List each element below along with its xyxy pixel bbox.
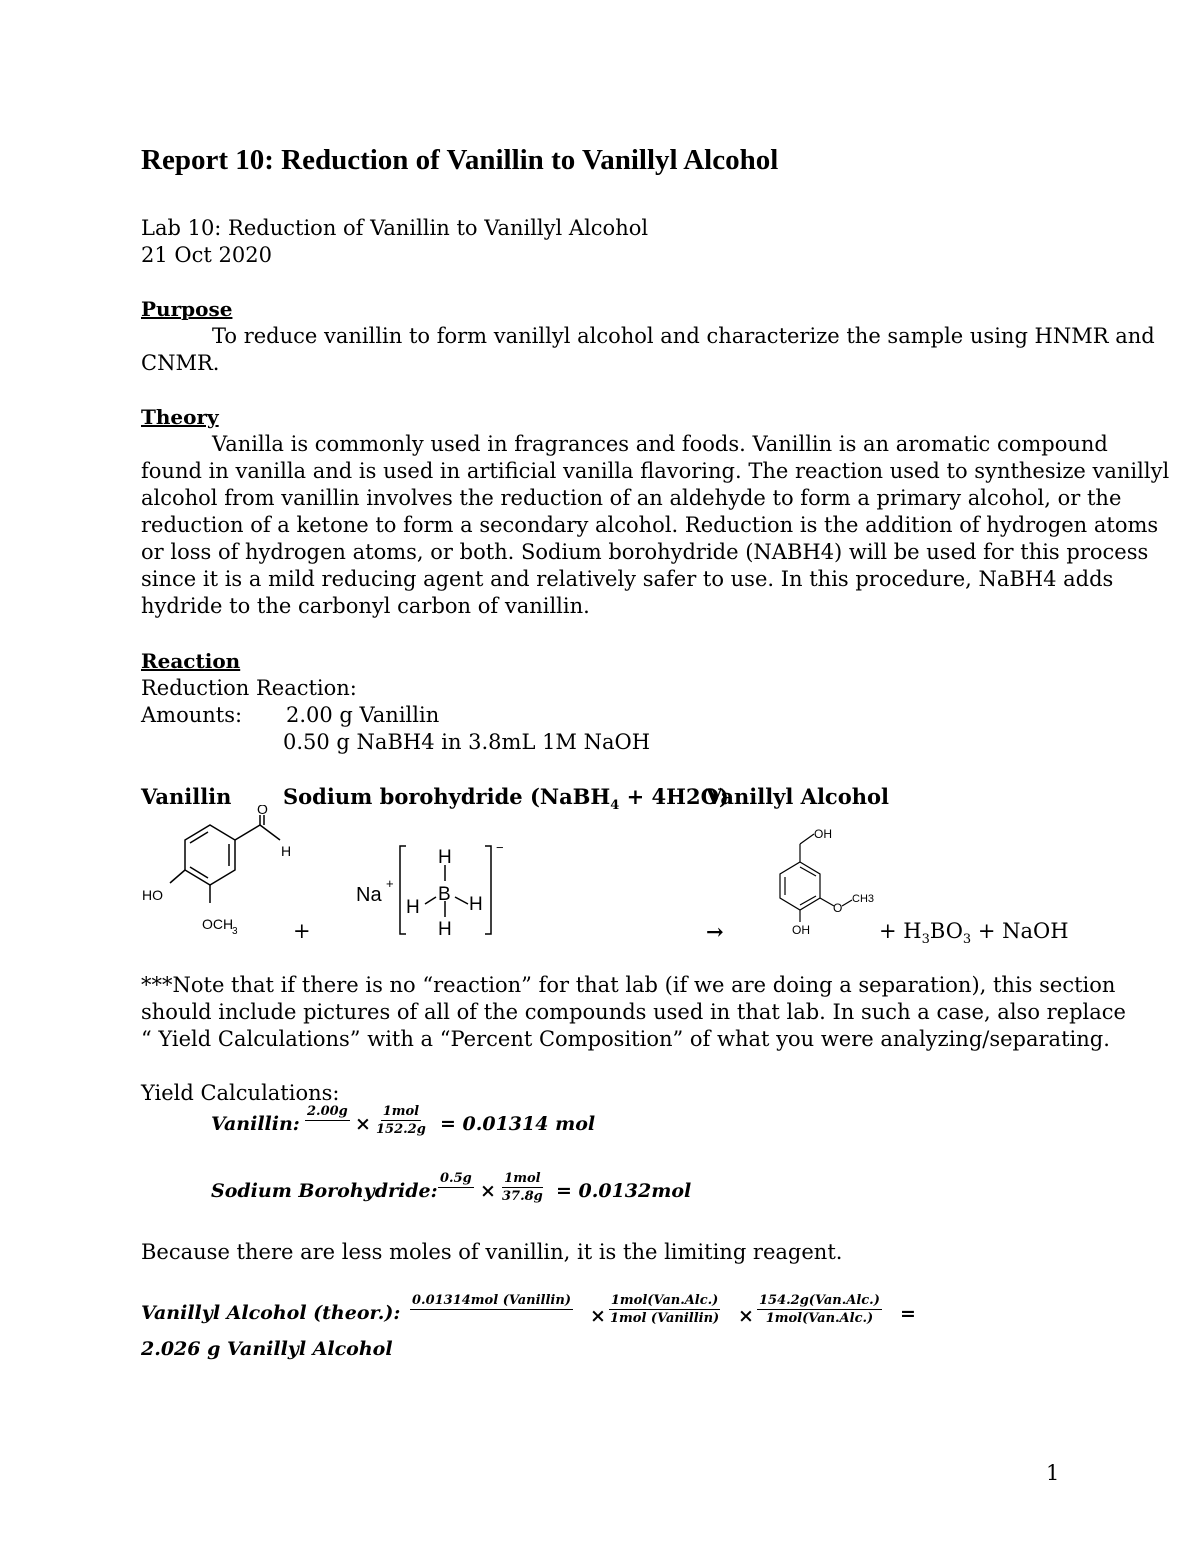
limiting-reagent-statement: Because there are less moles of vanillin, it is the limiting reagent. bbox=[141, 1240, 843, 1264]
theory-heading: Theory bbox=[141, 405, 219, 429]
page-title: Report 10: Reduction of Vanillin to Vanillyl Alcohol bbox=[141, 144, 779, 176]
sodium-borohydride-structure bbox=[350, 838, 520, 943]
compound-vanillin-name: Vanillin bbox=[141, 784, 232, 809]
vanillyl-alcohol-structure bbox=[770, 822, 880, 942]
theory-line-1: Vanilla is commonly used in fragrances and foods. Vanillin is an aromatic compound bbox=[212, 432, 1108, 456]
svg-text:B: B bbox=[438, 884, 451, 905]
reaction-label: Reduction Reaction: bbox=[141, 676, 357, 700]
amounts-label: Amounts: bbox=[141, 703, 243, 727]
svg-text:OH: OH bbox=[814, 827, 832, 841]
purpose-line-1: To reduce vanillin to form vanillyl alcohol and characterize the sample using HNMR and bbox=[212, 324, 1155, 348]
note-line-2: should include pictures of all of the compounds used in that lab. In such a case, also replace bbox=[141, 1000, 1126, 1024]
theor-fraction-3: 154.2g(Van.Alc.) 1mol(Van.Alc.) bbox=[759, 1293, 880, 1326]
yield-label: Yield Calculations: bbox=[141, 1081, 340, 1105]
svg-text:OH: OH bbox=[792, 923, 810, 937]
svg-text:OCH: OCH bbox=[202, 916, 234, 932]
svg-text:H: H bbox=[438, 919, 452, 940]
svg-text:H: H bbox=[438, 847, 452, 868]
svg-text:H: H bbox=[469, 894, 483, 915]
theoretical-yield-result: 2.026 g Vanillyl Alcohol bbox=[141, 1338, 393, 1360]
vanillin-mass-fraction: 2.00g bbox=[307, 1104, 348, 1119]
compound-vanillyl-alcohol-name: Vanillyl Alcohol bbox=[706, 784, 889, 809]
times-sign-4: × bbox=[738, 1305, 754, 1327]
amount-nabh4: 0.50 g NaBH4 in 3.8mL 1M NaOH bbox=[283, 730, 651, 754]
times-sign-1: × bbox=[355, 1113, 371, 1135]
lab-subtitle: Lab 10: Reduction of Vanillin to Vanillyl Alcohol bbox=[141, 216, 649, 240]
reaction-arrow: → bbox=[706, 919, 724, 944]
theor-fraction-2: 1mol(Van.Alc.) 1mol (Vanillin) bbox=[610, 1293, 720, 1326]
purpose-heading: Purpose bbox=[141, 297, 233, 321]
theory-line-2: found in vanilla and is used in artificial vanilla flavoring. The reaction used to synthesize vanillyl bbox=[141, 459, 1170, 483]
times-sign-3: × bbox=[590, 1305, 606, 1327]
svg-text:H: H bbox=[281, 843, 292, 859]
theory-line-4: reduction of a ketone to form a secondary alcohol. Reduction is the addition of hydrogen atoms bbox=[141, 513, 1159, 537]
svg-text:O: O bbox=[257, 805, 268, 817]
plus-sign-1: + bbox=[293, 919, 311, 943]
note-line-1: ***Note that if there is no “reaction” for that lab (if we are doing a separation), this section bbox=[141, 973, 1116, 997]
sb-mass-fraction: 0.5g bbox=[440, 1171, 472, 1186]
vanillin-structure bbox=[140, 805, 310, 940]
report-date: 21 Oct 2020 bbox=[141, 243, 272, 267]
vanillin-calc-label: Vanillin: bbox=[211, 1113, 300, 1135]
times-sign-2: × bbox=[480, 1180, 496, 1202]
compound-nabh4-name: Sodium borohydride (NaBH$_4$ + 4H2O) bbox=[283, 784, 729, 814]
vanillin-mol-fraction: 1mol 152.2g bbox=[376, 1104, 426, 1137]
amount-vanillin: 2.00 g Vanillin bbox=[286, 703, 440, 727]
theory-line-3: alcohol from vanillin involves the reduction of an aldehyde to form a primary alcohol, or the bbox=[141, 486, 1122, 510]
svg-text:Na: Na bbox=[356, 884, 382, 906]
svg-text:CH3: CH3 bbox=[852, 893, 875, 905]
theory-line-6: since it is a mild reducing agent and relatively safer to use. In this procedure, NaBH4 adds bbox=[141, 567, 1114, 591]
purpose-line-2: CNMR. bbox=[141, 351, 220, 375]
sb-mol-fraction: 1mol 37.8g bbox=[502, 1171, 543, 1204]
note-line-3: “ Yield Calculations” with a “Percent Composition” of what you were analyzing/separating. bbox=[141, 1027, 1110, 1051]
reaction-heading: Reaction bbox=[141, 649, 241, 673]
theory-line-7: hydride to the carbonyl carbon of vanillin. bbox=[141, 594, 590, 618]
equals-sign: = bbox=[900, 1303, 916, 1325]
page-number: 1 bbox=[1046, 1461, 1060, 1485]
sb-calc-label: Sodium Borohydride: bbox=[211, 1180, 438, 1202]
svg-text:H: H bbox=[406, 897, 420, 918]
sb-mol-result: = 0.0132mol bbox=[556, 1180, 692, 1202]
theory-line-5: or loss of hydrogen atoms, or both. Sodium borohydride (NABH4) will be used for this process bbox=[141, 540, 1149, 564]
reaction-products: + $H_3BO_3$ + NaOH bbox=[879, 919, 1069, 948]
theor-fraction-1: 0.01314mol (Vanillin) bbox=[412, 1293, 571, 1308]
svg-text:−: − bbox=[496, 840, 504, 855]
vanillin-mol-result: = 0.01314 mol bbox=[440, 1113, 596, 1135]
svg-text:3: 3 bbox=[232, 926, 238, 937]
svg-text:O: O bbox=[833, 901, 843, 915]
theoretical-yield-label: Vanillyl Alcohol (theor.): bbox=[141, 1302, 401, 1324]
svg-text:+: + bbox=[386, 876, 394, 891]
svg-text:HO: HO bbox=[142, 887, 163, 903]
